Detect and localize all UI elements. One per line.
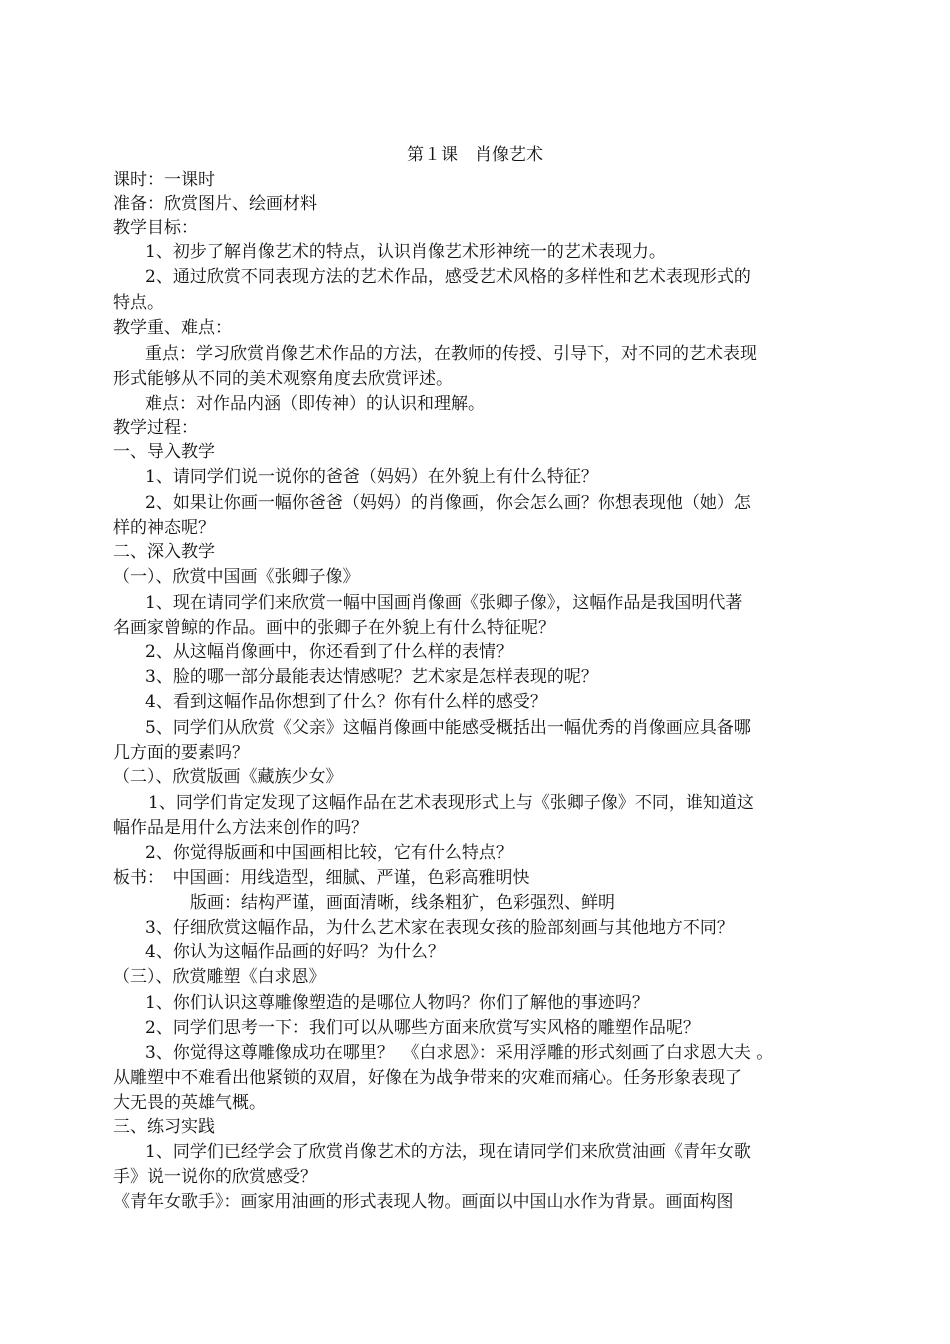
text-line: 4、看到这幅作品你想到了什么？你有什么样的感受？ — [145, 692, 547, 712]
subsection-heading: （一）、欣赏中国画《张卿子像》 — [113, 567, 360, 587]
text-line: 课时：一课时 — [113, 170, 215, 190]
text-line: 3、仔细欣赏这幅作品，为什么艺术家在表现女孩的脸部刻画与其他地方不同？ — [145, 918, 734, 938]
section-heading: 三、练习实践 — [113, 1117, 215, 1137]
board-line: 版画：结构严谨，画面清晰，线条粗犷，色彩强烈、鲜明 — [190, 893, 615, 913]
text-line: 3、脸的哪一部分最能表达情感呢？艺术家是怎样表现的呢？ — [145, 667, 598, 687]
subsection-heading: （三）、欣赏雕塑《白求恩》 — [113, 967, 326, 987]
text-line: 教学目标： — [113, 218, 198, 238]
text-line: 2、同学们思考一下：我们可以从哪些方面来欣赏写实风格的雕塑作品呢？ — [145, 1018, 700, 1038]
subsection-heading: （二）、欣赏版画《藏族少女》 — [113, 767, 343, 787]
text-line: 1、同学们已经学会了欣赏肖像艺术的方法，现在请同学们来欣赏油画《青年女歌 — [145, 1142, 751, 1162]
text-line: 从雕塑中不难看出他紧锁的双眉，好像在为战争带来的灾难而痛心。任务形象表现了 — [113, 1068, 742, 1088]
text-line: 准备：欣赏图片、绘画材料 — [113, 194, 317, 214]
text-line: 手》说一说你的欣赏感受？ — [113, 1167, 317, 1187]
text-line: 幅作品是用什么方法来创作的吗？ — [113, 818, 368, 838]
text-line: 1、初步了解肖像艺术的特点，认识肖像艺术形神统一的艺术表现力。 — [145, 242, 666, 262]
text-line: 几方面的要素吗？ — [113, 743, 249, 763]
text-line: 2、如果让你画一幅你爸爸（妈妈）的肖像画，你会怎么画？你想表现他（她）怎 — [145, 493, 751, 513]
text-line: 1、请同学们说一说你的爸爸（妈妈）在外貌上有什么特征？ — [145, 467, 598, 487]
section-heading: 二、深入教学 — [113, 542, 215, 562]
text-line: 2、通过欣赏不同表现方法的艺术作品，感受艺术风格的多样性和艺术表现形式的 — [145, 267, 751, 287]
text-line: 重点：学习欣赏肖像艺术作品的方法，在教师的传授、引导下，对不同的艺术表现 — [145, 344, 757, 364]
text-line: 1、同学们肯定发现了这幅作品在艺术表现形式上与《张卿子像》不同，谁知道这 — [148, 793, 754, 813]
text-line: 样的神态呢？ — [113, 518, 215, 538]
text-line: 5、同学们从欣赏《父亲》这幅肖像画中能感受概括出一幅优秀的肖像画应具备哪 — [145, 718, 751, 738]
section-heading: 一、导入教学 — [113, 442, 215, 462]
text-line: 教学过程： — [113, 418, 198, 438]
text-line: 2、从这幅肖像画中，你还看到了什么样的表情？ — [145, 642, 513, 662]
board-line: 板书： 中国画：用线造型，细腻、严谨，色彩高雅明快 — [113, 868, 530, 888]
text-line: 特点。 — [113, 293, 164, 313]
text-line: 教学重、难点： — [113, 318, 232, 338]
text-line: 1、现在请同学们来欣赏一幅中国画肖像画《张卿子像》，这幅作品是我国明代著 — [145, 593, 743, 613]
text-line: 《青年女歌手》：画家用油画的形式表现人物。画面以中国山水作为背景。画面构图 — [113, 1192, 734, 1212]
text-line: 大无畏的英雄气概。 — [113, 1093, 266, 1113]
page-title: 第１课 肖像艺术 — [407, 145, 543, 165]
text-line: 3、你觉得这尊雕像成功在哪里？ 《白求恩》：采用浮雕的形式刻画了白求恩大夫 。 — [145, 1043, 774, 1063]
text-line: 名画家曾鲸的作品。画中的张卿子在外貌上有什么特征呢？ — [113, 618, 555, 638]
text-line: 难点：对作品内涵（即传神）的认识和理解。 — [145, 394, 485, 414]
text-line: 2、你觉得版画和中国画相比较，它有什么特点？ — [145, 843, 513, 863]
text-line: 1、你们认识这尊雕像塑造的是哪位人物吗？你们了解他的事迹吗？ — [145, 993, 649, 1013]
text-line: 4、你认为这幅作品画的好吗？为什么？ — [145, 942, 445, 962]
text-line: 形式能够从不同的美术观察角度去欣赏评述。 — [113, 369, 453, 389]
